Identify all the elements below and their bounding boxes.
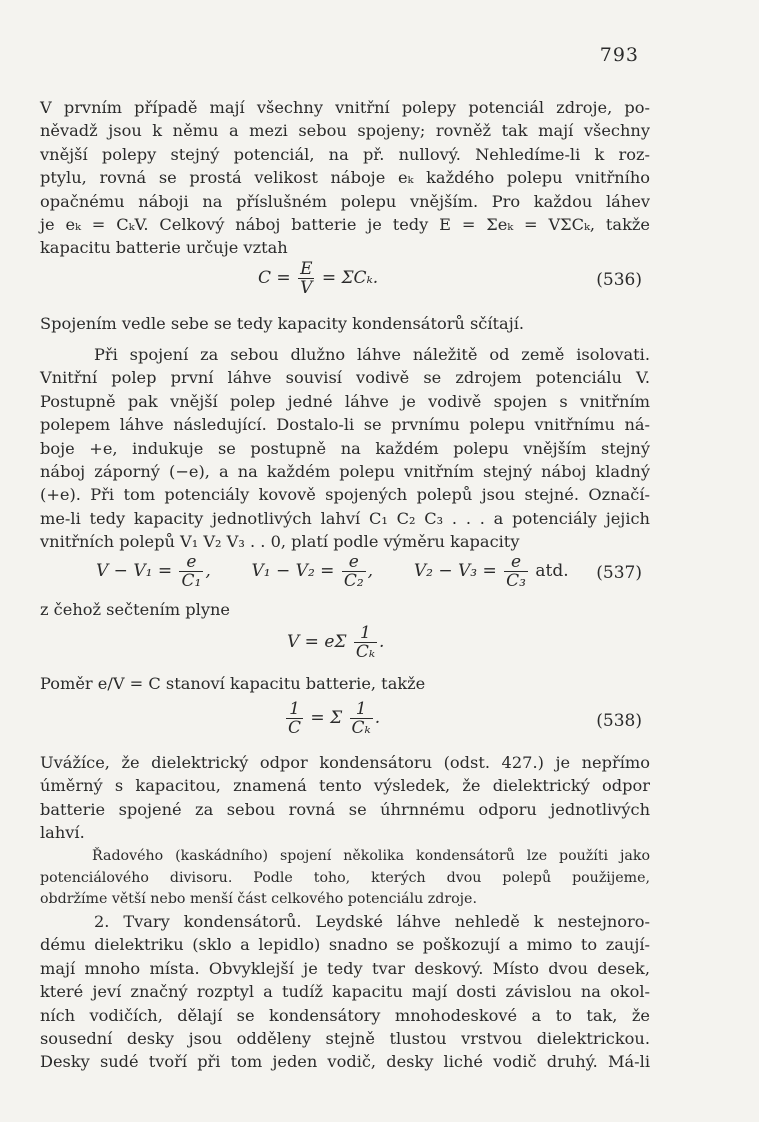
- fraction: [350, 700, 373, 737]
- sentence-ratio: [40, 672, 650, 695]
- text-line: ptylu, rovná se prostá velikost náboje eₖ každého polepu vnitřního: [40, 168, 650, 188]
- eq-lhs: C =: [258, 268, 291, 288]
- equation-537: V − V₁ = $\frac{e}{\text{C₁}}$ , V₁ − V₂ = $\frac{e}{\text{C₂}}$ , V₂ − V₃ = $\frac{e}{\text{C₃}}$ atd.: [96, 552, 569, 591]
- text-line: z čehož sečtením plyne: [40, 600, 230, 619]
- text-line: Desky sudé tvoří při tom jeden vodič, desky liché vodič druhý. Má-li: [40, 1052, 650, 1072]
- text-line: V prvním případě mají všechny vnitřní polepy potenciál zdroje, po-: [40, 98, 650, 117]
- sentence-sum: [40, 598, 650, 621]
- equation-number-537: (537): [596, 563, 642, 583]
- fraction: [179, 553, 203, 590]
- text-line: je eₖ = CₖV. Celkový náboj batterie je tedy E = Σeₖ = VΣCₖ, takže: [40, 214, 650, 234]
- paragraph-1: [40, 96, 650, 260]
- eq-tail: .: [379, 632, 385, 652]
- equation-number-538: (538): [596, 711, 642, 731]
- equation-536: [258, 260, 378, 297]
- denominator: Cₖ: [355, 642, 376, 662]
- text-line: sousední desky jsou odděleny stejně tlustou vrstvou dielektrickou.: [40, 1028, 650, 1048]
- denominator: C₃: [506, 571, 526, 591]
- text-line: boje +e, indukuje se postupně na každém polepu vnějším stejný: [40, 438, 650, 458]
- denominator: Cₖ: [351, 718, 371, 738]
- text-line: dému dielektriku (sklo a lepidlo) snadno se poškozují a mimo to zaují-: [40, 935, 650, 955]
- numerator: e: [504, 553, 528, 572]
- text-line: me-li tedy kapacity jednotlivých lahví C₁ C₂ C₃ . . . a potenciály jejich: [40, 508, 650, 528]
- numerator: 1: [354, 624, 377, 643]
- fraction: [342, 553, 366, 590]
- fraction: [504, 553, 528, 590]
- fraction: [354, 624, 377, 661]
- paragraph-2: [40, 343, 650, 554]
- equation-number-536: (536): [596, 270, 642, 290]
- text-line: potenciálového divisoru. Podle toho, kterých dvou polepů použijeme,: [40, 869, 650, 886]
- text-line: obdržíme větší nebo menší část celkového potenciálu zdroje.: [40, 891, 477, 907]
- fraction: [286, 700, 303, 737]
- fraction: [298, 260, 314, 297]
- eq-term: V₁ − V₂ =: [251, 561, 335, 581]
- numerator: E: [300, 259, 313, 279]
- numerator: 1: [286, 700, 303, 719]
- eq-mid: = Σ: [310, 708, 343, 728]
- text-line: Vnitřní polep první láhve souvisí vodivě se zdrojem potenciálu V.: [40, 368, 650, 388]
- text-line: vnitřních polepů V₁ V₂ V₃ . . 0, platí podle výměru kapacity: [40, 532, 520, 552]
- paragraph-3: [40, 751, 650, 845]
- text-line: něvadž jsou k němu a mezi sebou spojeny; rovněž tak mají všechny: [40, 121, 650, 141]
- text-line: polepem láhve následující. Dostalo-li se prvnímu polepu vnitřnímu ná-: [40, 415, 650, 435]
- text-line: (+e). Při tom potenciály kovově spojených polepů jsou stejné. Označí-: [40, 485, 650, 505]
- text-line: opačnému náboji na příslušném polepu vnějším. Pro každou láhev: [40, 191, 650, 211]
- text-line: ních vodičích, dělají se kondensátory mnohodeskové a to tak, že: [40, 1005, 650, 1025]
- text-line: kapacitu batterie určuje vztah: [40, 238, 288, 258]
- eq-term: V₂ − V₃ =: [413, 561, 497, 581]
- page-number: 793: [599, 44, 639, 66]
- eq-tail: atd.: [535, 561, 569, 581]
- eq-rhs: = ΣCₖ.: [321, 268, 379, 288]
- text-line: mají mnoho místa. Obvyklejší je tedy tvar deskový. Místo dvou desek,: [40, 958, 650, 978]
- text-line: Spojením vedle sebe se tedy kapacity kondensátorů sčítají.: [40, 314, 525, 333]
- eq-term: V − V₁ =: [96, 561, 173, 581]
- denominator: C₂: [343, 571, 364, 591]
- denominator: C₁: [181, 571, 202, 591]
- numerator: e: [342, 553, 366, 572]
- numerator: e: [179, 553, 203, 572]
- small-print-paragraph: [40, 846, 650, 911]
- equation-sum: [287, 624, 384, 661]
- denominator: V: [300, 278, 313, 298]
- text-line: Řadového (kaskádního) spojení několika kondensátorů lze použíti jako: [92, 848, 650, 864]
- paragraph-4: [40, 910, 650, 1074]
- eq-tail: .: [374, 708, 381, 728]
- text-line: Poměr e/V = C stanoví kapacitu batterie, takže: [40, 674, 426, 693]
- text-line: které jeví značný rozptyl a tudíž kapacitu mají dosti závislou na okol-: [40, 982, 650, 1002]
- numerator: 1: [350, 700, 373, 719]
- eq-lhs: V = eΣ: [287, 632, 347, 652]
- text-line: Postupně pak vnější polep jedné láhve je vodivě spojen s vnitřním: [40, 391, 650, 411]
- text-line: 2. Tvary kondensátorů. Leydské láhve nehledě k nestejnoro-: [94, 912, 650, 931]
- equation-538: [284, 700, 380, 737]
- text-line: úměrný s kapacitou, znamená tento výsledek, že dielektrický odpor: [40, 776, 650, 796]
- text-line: batterie spojené za sebou rovná se úhrnnému odporu jednotlivých: [40, 799, 650, 819]
- denominator: C: [288, 718, 302, 738]
- text-line: náboj záporný (−e), a na každém polepu vnitřním stejný náboj kladný: [40, 461, 650, 481]
- text-line: vnější polepy stejný potenciál, na př. nullový. Nehledíme-li k roz-: [40, 144, 650, 164]
- text-line: Uvážíce, že dielektrický odpor kondensátoru (odst. 427.) je nepřímo: [40, 753, 650, 772]
- sentence-after-536: [40, 312, 650, 335]
- text-line: Při spojení za sebou dlužno láhve náležitě od země isolovati.: [94, 345, 650, 364]
- text-line: lahví.: [40, 823, 85, 843]
